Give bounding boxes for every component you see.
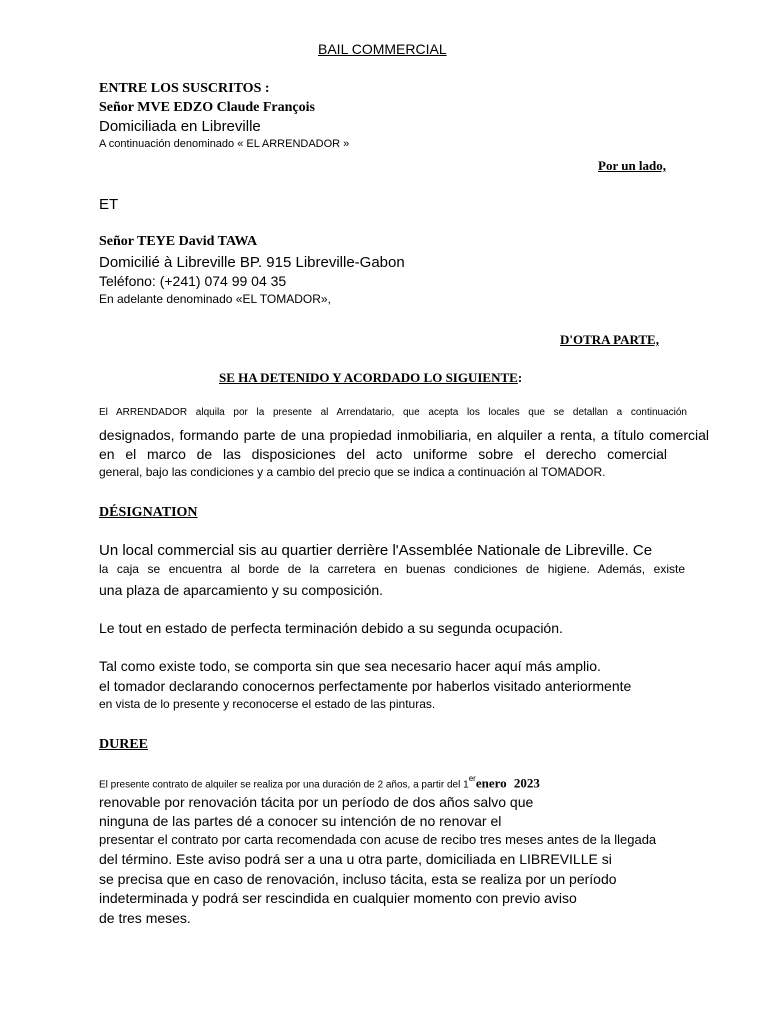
party1-name: Señor MVE EDZO Claude François — [99, 100, 315, 115]
party1-side: Por un lado, — [598, 158, 667, 173]
agreement-heading-suffix: : — [517, 370, 523, 385]
duree-heading: DUREE — [99, 737, 149, 752]
duree-line: indeterminada y podrá ser rescindida en cualquier momento con previo aviso — [99, 890, 577, 906]
duree-line: presentar el contrato por carta recomendada con acuse de recibo tres meses antes de la llegada — [99, 832, 657, 847]
duree-first-line-text: El presente contrato de alquiler se realiza por una duración de 2 años, a partir del 1 — [99, 779, 469, 791]
agreement-line: general, bajo las condiciones y a cambio del precio que se indica a continuación al TOMADOR. — [99, 465, 606, 479]
agreement-heading-text: SE HA DETENIDO Y ACORDADO LO SIGUIENTE — [219, 370, 518, 385]
party2-address: Domicilié à Libreville BP. 915 Libreville-Gabon — [99, 254, 405, 271]
designation-heading: DÉSIGNATION — [99, 505, 198, 520]
party2-phone: Teléfono: (+241) 074 99 04 35 — [99, 273, 287, 289]
party2-name: Señor TEYE David TAWA — [99, 234, 258, 249]
designation-para1-line: una plaza de aparcamiento y su composición. — [99, 582, 384, 598]
designation-para2: Le tout en estado de perfecta terminación debido a su segunda ocupación. — [99, 620, 563, 636]
party1-heading: ENTRE LOS SUSCRITOS : — [99, 81, 270, 96]
document-title: BAIL COMMERCIAL — [318, 41, 447, 57]
party1-designation: A continuación denominado « EL ARRENDADOR » — [99, 138, 350, 150]
duree-line: del término. Este aviso podrá ser a una u otra parte, domiciliada en LIBREVILLE si — [99, 851, 612, 867]
party2-side: D'OTRA PARTE, — [560, 332, 659, 347]
connector-et: ET — [99, 196, 119, 213]
party2-designation: En adelante denominado «EL TOMADOR», — [99, 292, 331, 306]
designation-para3-line: Tal como existe todo, se comporta sin que sea necesario hacer aquí más amplio. — [99, 658, 601, 674]
agreement-line: El ARRENDADOR alquila por la presente al Arrendatario, que acepta los locales que se detallan a continuación — [99, 407, 687, 418]
party1-address: Domiciliada en Libreville — [99, 118, 261, 135]
agreement-line: designados, formando parte de una propiedad inmobiliaria, en alquiler a renta, a título comercial — [99, 427, 709, 443]
duree-ordinal-sup: er — [468, 774, 476, 783]
duree-line: renovable por renovación tácita por un período de dos años salvo que — [99, 794, 534, 810]
agreement-line: en el marco de las disposiciones del acto uniforme sobre el derecho comercial — [99, 446, 667, 462]
agreement-heading — [219, 371, 522, 384]
duree-line: ninguna de las partes dé a conocer su intención de no renovar el — [99, 813, 502, 829]
designation-para1-line: Un local commercial sis au quartier derrière l'Assemblée Nationale de Libreville. Ce — [99, 542, 653, 559]
duree-line: se precisa que en caso de renovación, incluso tácita, esta se realiza por un período — [99, 871, 617, 887]
duree-line: de tres meses. — [99, 910, 191, 926]
designation-para3-line: en vista de lo presente y reconocerse el estado de las pinturas. — [99, 697, 436, 711]
duree-start-date: enero 2023 — [475, 775, 540, 791]
duree-first-line — [99, 775, 540, 791]
designation-para3-line: el tomador declarando conocernos perfectamente por haberlos visitado anteriormente — [99, 678, 632, 694]
designation-para1-line: la caja se encuentra al borde de la carretera en buenas condiciones de higiene. Además, existe — [99, 562, 685, 576]
